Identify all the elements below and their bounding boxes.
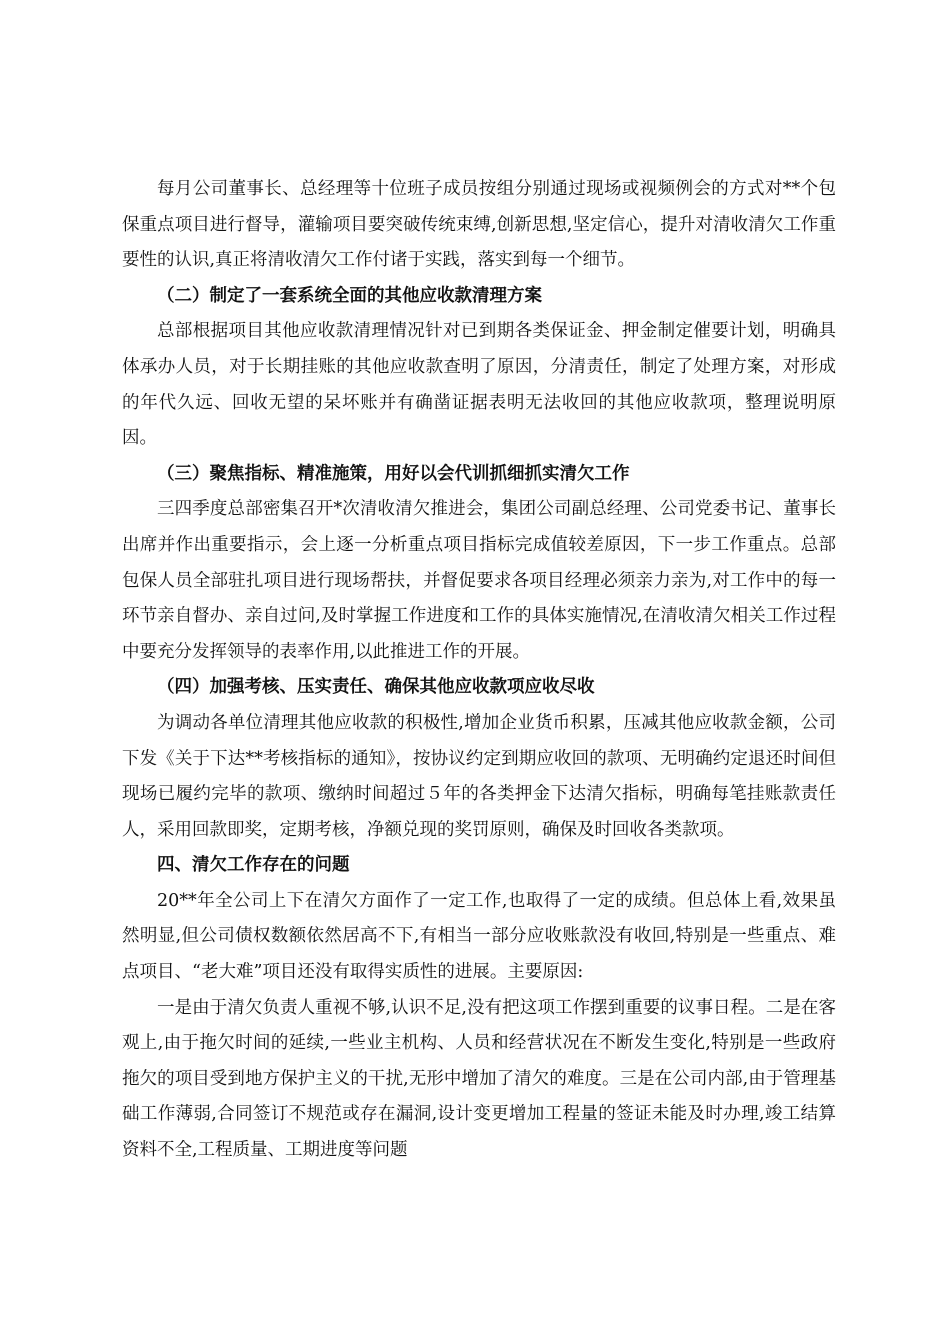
section-heading: （四）加强考核、压实责任、确保其他应收款项应收尽收 <box>157 677 595 698</box>
section-heading: 四、清欠工作存在的问题 <box>157 855 350 876</box>
body-paragraph: 总部根据项目其他应收款清理情况针对已到期各类保证金、押金制定催要计划，明确具体承办人员，对于长期挂账的其他应收款查明了原因，分清责任，制定了处理方案，对形成的年代久远、回收无望的呆坏账并有确凿证据表明无法收回的其他应收款项，整理说明原因。 <box>122 321 836 449</box>
body-paragraph: 20**年全公司上下在清欠方面作了一定工作,也取得了一定的成绩。但总体上看,效果虽然明显,但公司债权数额依然居高不下,有相当一部分应收账款没有收回,特别是一些重点、难点项目、“老大难”项目还没有取得实质性的进展。主要原因: <box>122 890 836 983</box>
section-heading: （三）聚焦指标、精准施策，用好以会代训抓细抓实清欠工作 <box>157 463 630 484</box>
body-paragraph: 一是由于清欠负责人重视不够,认识不足,没有把这项工作摆到重要的议事日程。二是在客观上,由于拖欠时间的延续,一些业主机构、人员和经营状况在不断发生变化,特别是一些政府拖欠的项目受到地方保护主义的干扰,无形中增加了清欠的难度。三是在公司内部,由于管理基础工作薄弱,合同签订不规范或存在漏洞,设计变更增加工程量的签证未能及时办理,竣工结算资料不全,工程质量、工期进度等问题 <box>122 997 836 1161</box>
body-paragraph: 为调动各单位清理其他应收款的积极性,增加企业货币积累，压减其他应收款金额，公司下发《关于下达**考核指标的通知》，按协议约定到期应收回的款项、无明确约定退还时间但现场已履约完毕的款项、缴纳时间超过５年的各类押金下达清欠指标，明确每笔挂账款责任人，采用回款即奖，定期考核，净额兑现的奖罚原则，确保及时回收各类款项。 <box>122 712 836 840</box>
body-paragraph: 三四季度总部密集召开*次清收清欠推进会，集团公司副总经理、公司党委书记、董事长出席并作出重要指示，会上逐一分析重点项目指标完成值较差原因，下一步工作重点。总部包保人员全部驻扎项目进行现场帮扶，并督促要求各项目经理必须亲力亲为,对工作中的每一环节亲自督办、亲自过问,及时掌握工作进度和工作的具体实施情况,在清收清欠相关工作过程中要充分发挥领导的表率作用,以此推进工作的开展。 <box>122 499 836 662</box>
section-heading: （二）制定了一套系统全面的其他应收款清理方案 <box>157 285 542 306</box>
body-paragraph: 每月公司董事长、总经理等十位班子成员按组分别通过现场或视频例会的方式对**个包保重点项目进行督导，灌输项目要突破传统束缚,创新思想,坚定信心，提升对清收清欠工作重要性的认识,真正将清收清欠工作付诸于实践，落实到每一个细节。 <box>122 179 836 271</box>
document-page <box>122 172 836 1169</box>
